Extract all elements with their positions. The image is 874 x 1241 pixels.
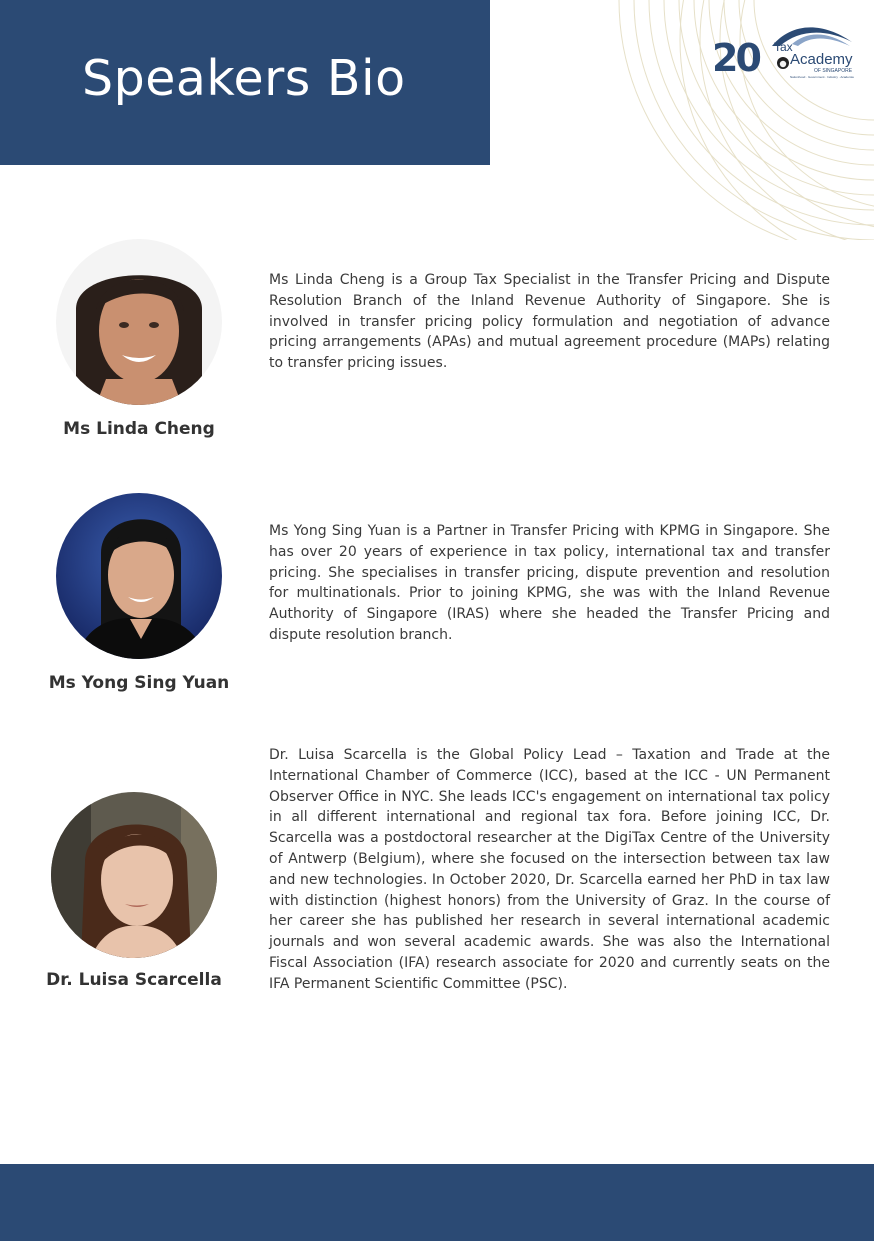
logo-singapore: OF SINGAPORE: [814, 68, 853, 74]
logo-number: 20: [712, 36, 759, 80]
tax-academy-logo: [708, 20, 858, 86]
footer-band: [0, 1164, 874, 1241]
speaker-photo-luisa-scarcella: [51, 792, 217, 958]
page-title: Speakers Bio: [82, 50, 406, 107]
logo-tax: Tax: [774, 40, 793, 54]
speaker-name: Dr. Luisa Scarcella: [46, 970, 222, 990]
logo-motto: Nationhood · Government · Industry · Academia: [790, 75, 854, 79]
speaker-bio: Ms Yong Sing Yuan is a Partner in Transfer Pricing with KPMG in Singapore. She has over 20 years of experience in tax policy, international tax and transfer pricing. She specialises in transfer pricing, dispute prevention and resolution for multinationals. Prior to joining KPMG, she was with the Inland Revenue Authority of Singapore (IRAS) where she headed the Transfer Pricing and dispute resolution branch.: [269, 523, 830, 643]
speaker-name: Ms Yong Sing Yuan: [48, 673, 230, 693]
speaker-photo-yong-sing-yuan: [56, 493, 222, 659]
speaker-photo-linda-cheng: [56, 239, 222, 405]
lion-icon: [776, 56, 790, 70]
speaker-bio: Dr. Luisa Scarcella is the Global Policy Lead – Taxation and Trade at the International Chamber of Commerce (ICC), based at the ICC - UN Permanent Observer Office in NYC. She leads ICC's engagement on international tax policy in all different international and regional tax fora. Before joining ICC, Dr. Scarcella was a postdoctoral researcher at the DigiTax Centre of the University of Antwerp (Belgium), where she focused on the intersection between tax law and new technologies. In October 2020, Dr. Scarcella earned her PhD in tax law with distinction (highest honors) from the University of Graz. In the course of her career she has published her research in several international academic journals and won several academic awards. She was also the International Fiscal Association (IFA) research associate for 2020 and currently seats on the IFA Permanent Scientific Committee (PSC).: [269, 747, 830, 992]
speaker-bio: Ms Linda Cheng is a Group Tax Specialist in the Transfer Pricing and Dispute Resolution Branch of the Inland Revenue Authority of Singapore. She is involved in transfer pricing policy formulation and negotiation of advance pricing arrangements (APAs) and mutual agreement procedure (MAPs) relating to transfer pricing issues.: [269, 272, 830, 372]
logo-academy: Academy: [790, 51, 853, 68]
speaker-name: Ms Linda Cheng: [63, 419, 215, 439]
